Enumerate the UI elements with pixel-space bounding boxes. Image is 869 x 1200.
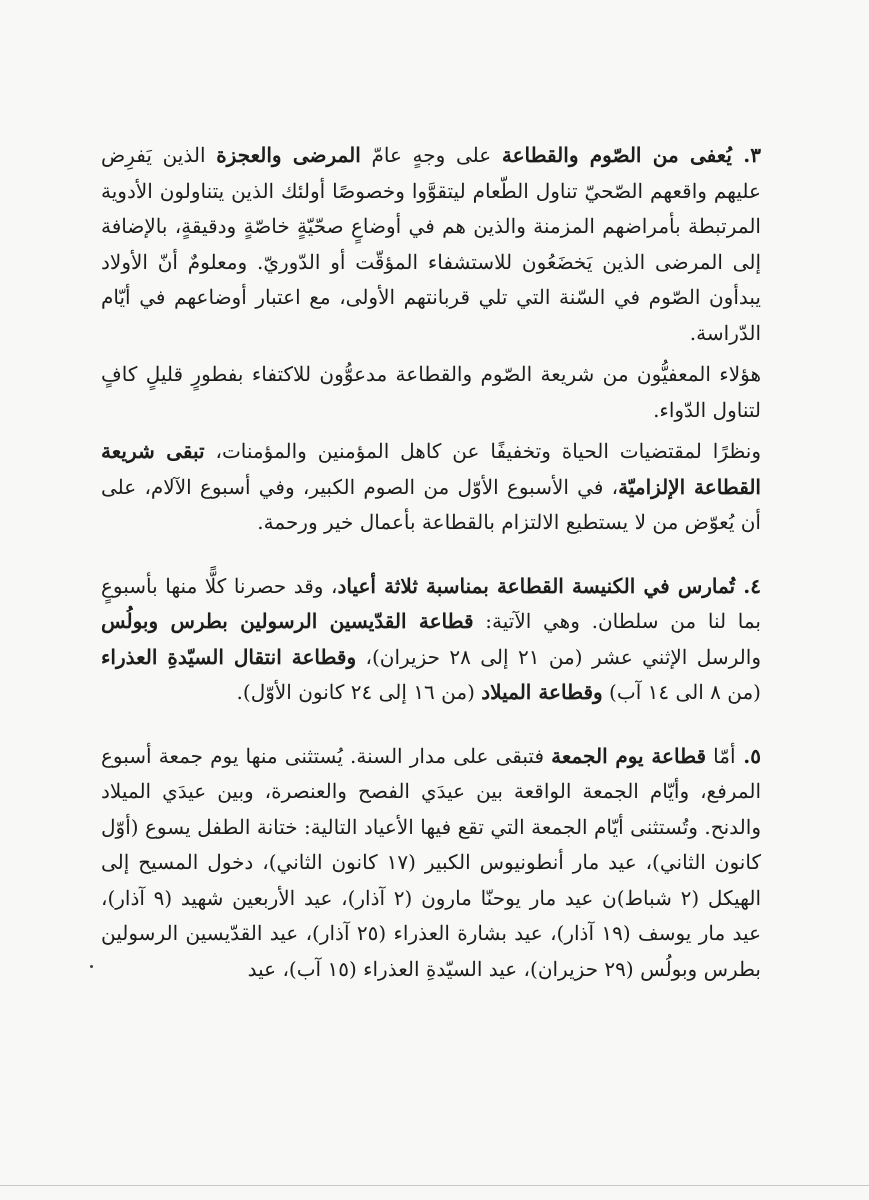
text-run: (من ٨ الى ١٤ آب): [602, 680, 761, 704]
document-body: [101, 138, 761, 993]
bold-text-run: تبقى شريعة القطاعة الإلزاميّة: [101, 439, 761, 499]
text-run: ، وقد حصرنا كلًّا منها بأسبوعٍ بما لنا من سلطان. وهي الآتية:: [101, 573, 761, 633]
bold-text-run: وقطاعة الميلاد: [481, 680, 603, 704]
text-run: هؤلاء المعفيُّون من شريعة الصّوم والقطاعة مدعوُّون للاكتفاء بفطورٍ قليلٍ كافٍ لتناول الدّواء.: [101, 362, 761, 422]
bold-text-run: المرضى والعجزة: [216, 143, 361, 167]
text-run: أمّا: [706, 743, 736, 768]
scan-speck: [90, 965, 93, 968]
paragraph-p4: [101, 569, 761, 711]
text-run: على وجهٍ عامّ: [360, 143, 502, 167]
text-run: ، في الأسبوع الأوّل من الصوم الكبير، وفي أسبوع الآلام، على أن يُعوّض من لا يستطيع الالتزام بالقطاعة بأعمال خير ورحمة.: [101, 474, 761, 534]
bold-text-run: ٤.: [735, 573, 761, 598]
text-run: الذين يَفرِض عليهم واقعهم الصّحيّ تناول الطّعام ليتقوَّوا وخصوصًا أولئك الذين يتناولون الأدوية المرتبطة بأمراضهم المزمنة والذين هم في أوضاعٍ صحّيّةٍ خاصّةٍ ودقيقةٍ، بالإضافة إلى المرضى الذين يَخضَعُون للاستشفاء المؤقّت أو الدّوريّ. ومعلومٌ أنّ الأولاد يبدأون الصّوم في السّنة التي تلي قربانتهم الأولى، مع اعتبار أوضاعهم في أيّام الدّراسة.: [101, 143, 761, 345]
scan-edge-line: [0, 1185, 869, 1186]
text-run: فتبقى على مدار السنة. يُستثنى منها يوم جمعة أسبوع المرفع، وأيّام الجمعة الواقعة بين عيدَي الفصح والعنصرة، وبين عيدَي الميلاد والدنح. وتُستثنى أيّام الجمعة التي تقع فيها الأعياد التالية: ختانة الطفل يسوع (أوّل كانون الثاني)، عيد مار أنطونيوس الكبير (١٧ كانون الثاني)، دخول المسيح إلى الهيكل (٢ شباط)ن عيد مار يوحنّا مارون (٢ آذار)، عيد الأربعين شهيد (٩ آذار)، عيد مار يوسف (١٩ آذار)، عيد بشارة العذراء (٢٥ آذار)، عيد القدّيسين الرسولين بطرس وبولُس (٢٩ حزيران)، عيد السيّدةِ العذراء (١٥ آب)، عيد: [101, 743, 762, 981]
bold-text-run: قطاعة القدّيسين الرسولين بطرس وبولُس: [101, 609, 474, 633]
bold-text-run: تُمارس في الكنيسة القطاعة بمناسبة ثلاثة أعياد: [337, 573, 736, 598]
paragraph-p5: [101, 739, 761, 988]
text-run: والرسل الإثني عشر (من ٢١ إلى ٢٨ حزيران)،: [356, 644, 761, 669]
paragraph-p3: [101, 138, 761, 351]
bold-text-run: ٥.: [735, 743, 761, 768]
paragraph-p3b: [101, 357, 761, 428]
text-run: ونظرًا لمقتضيات الحياة وتخفيفًا عن كاهل المؤمنين والمؤمنات،: [204, 439, 761, 463]
bold-text-run: ٣.: [731, 143, 761, 167]
bold-text-run: يُعفى من الصّوم والقطاعة: [501, 143, 732, 167]
text-run: (من ١٦ إلى ٢٤ كانون الأوّل).: [236, 680, 482, 704]
paragraph-p3c: [101, 434, 761, 541]
bold-text-run: قطاعة يوم الجمعة: [551, 743, 707, 768]
bold-text-run: وقطاعة انتقال السيّدةِ العذراء: [101, 644, 357, 669]
